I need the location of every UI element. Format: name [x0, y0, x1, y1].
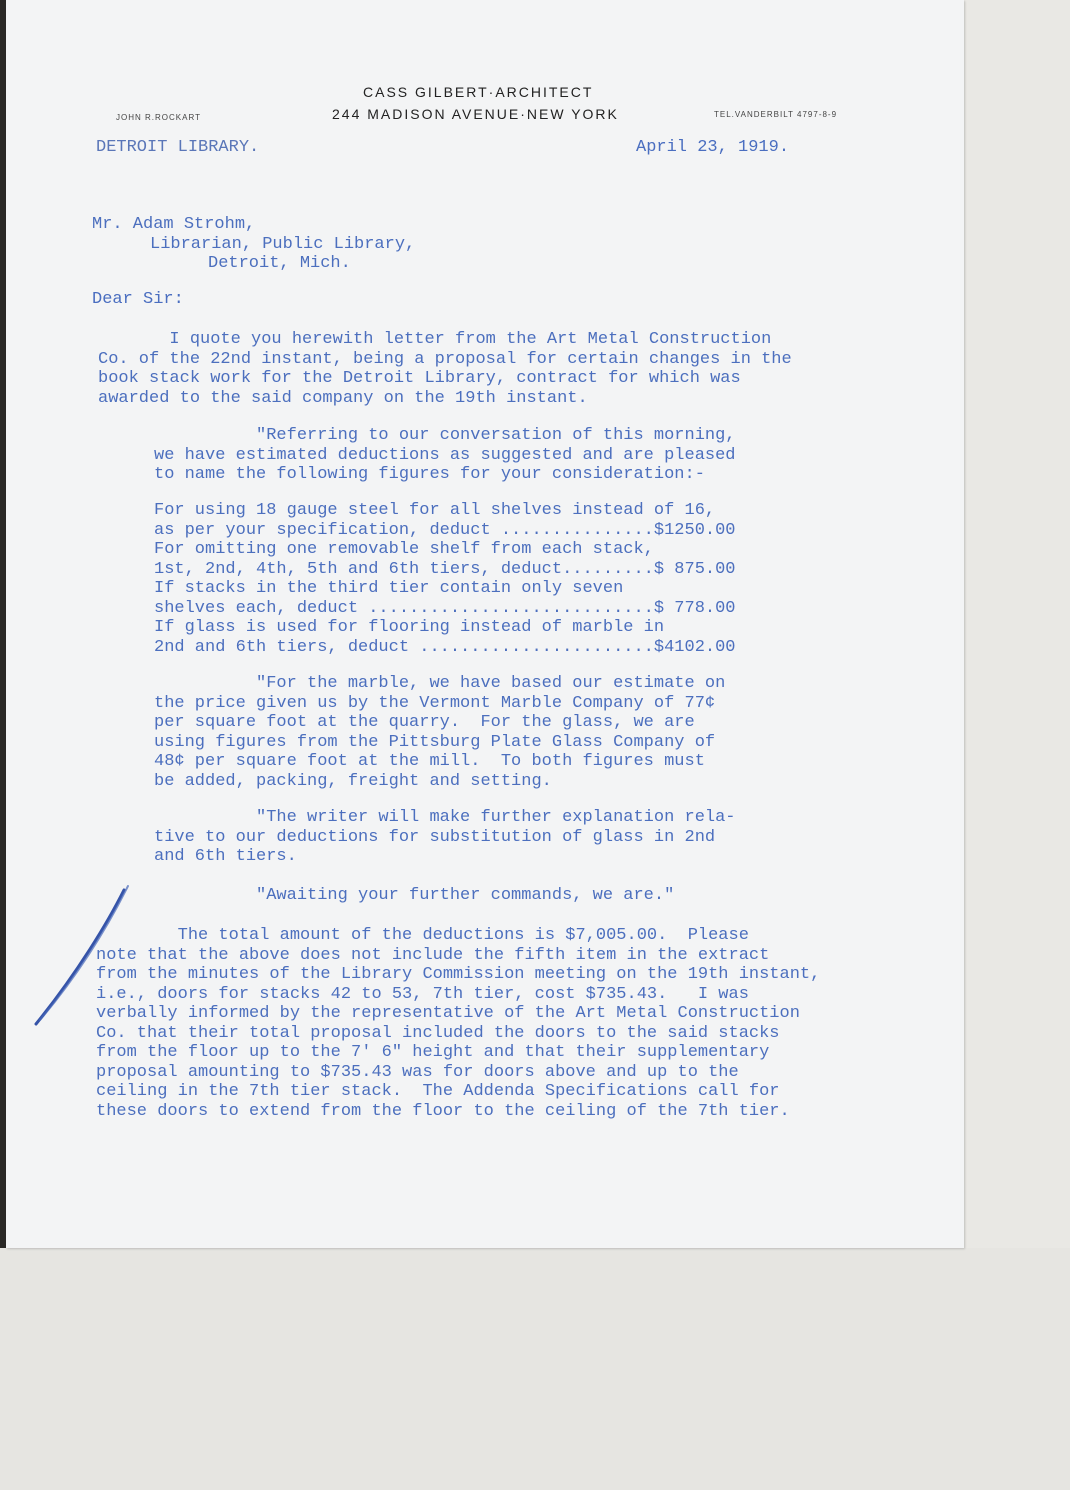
paragraph-line: Co. that their total proposal included the doors to the said stacks — [96, 1023, 780, 1043]
paragraph-line: we have estimated deductions as suggested and are pleased — [154, 445, 736, 465]
deduction-line: For using 18 gauge steel for all shelves instead of 16, — [154, 501, 716, 520]
paragraph-line: tive to our deductions for substitution of glass in 2nd — [154, 827, 716, 847]
salutation: Dear Sir: — [92, 290, 184, 309]
recipient-title: Librarian, Public Library, — [150, 234, 416, 254]
paragraph-line: ceiling in the 7th tier stack. The Addenda Specifications call for — [96, 1082, 780, 1101]
paragraph-line: "For the marble, we have based our estimate on — [154, 674, 726, 693]
paragraph-line: awarded to the said company on the 19th instant. — [98, 388, 588, 408]
letter-date: April 23, 1919. — [636, 138, 790, 157]
paragraph-line: to name the following figures for your consideration:- — [154, 465, 705, 484]
recipient-block — [92, 215, 415, 274]
paragraph-line: using figures from the Pittsburg Plate Glass Company of — [154, 732, 716, 752]
quote-paragraph-1 — [154, 426, 736, 485]
blue-pencil-mark-icon — [28, 882, 138, 1032]
letterhead-address: 244 MADISON AVENUE·NEW YORK — [332, 106, 619, 122]
deduction-line: as per your specification, deduct ...............$1250.00 — [154, 520, 736, 540]
paragraph-line: these doors to extend from the floor to the ceiling of the 7th tier. — [96, 1101, 790, 1121]
deduction-line: 1st, 2nd, 4th, 5th and 6th tiers, deduct.........$ 875.00 — [154, 559, 736, 579]
letterhead-associate: JOHN R.ROCKART — [116, 113, 201, 122]
paragraph-line: "Awaiting your further commands, we are." — [154, 886, 675, 905]
paragraph-line: "Referring to our conversation of this morning, — [154, 426, 736, 445]
quote-closing — [154, 886, 674, 906]
paragraph-line: verbally informed by the representative of the Art Metal Construction — [96, 1004, 800, 1023]
paragraph-line: Co. of the 22nd instant, being a proposal for certain changes in the — [98, 349, 792, 369]
deductions-list — [154, 501, 736, 657]
recipient-name: Mr. Adam Strohm, — [92, 215, 256, 234]
intro-paragraph — [98, 330, 792, 408]
letter-page — [6, 0, 964, 1248]
quote-paragraph-3 — [154, 808, 736, 867]
reference-line: DETROIT LIBRARY. — [96, 138, 260, 157]
recipient-city: Detroit, Mich. — [208, 254, 351, 273]
deduction-line: For omitting one removable shelf from each stack, — [154, 540, 654, 559]
paragraph-line: and 6th tiers. — [154, 847, 297, 866]
deduction-line: 2nd and 6th tiers, deduct .......................$4102.00 — [154, 637, 736, 657]
deduction-line: If stacks in the third tier contain only seven — [154, 579, 624, 598]
paragraph-line: the price given us by the Vermont Marble Company of 77¢ — [154, 693, 716, 713]
paragraph-line: 48¢ per square foot at the mill. To both figures must — [154, 752, 705, 771]
paragraph-line: proposal amounting to $735.43 was for doors above and up to the — [96, 1062, 739, 1082]
paragraph-line: from the minutes of the Library Commission meeting on the 19th instant, — [96, 965, 821, 984]
deduction-line: If glass is used for flooring instead of marble in — [154, 618, 665, 637]
deduction-line: shelves each, deduct ............................$ 778.00 — [154, 598, 736, 618]
paragraph-line: be added, packing, freight and setting. — [154, 771, 552, 791]
closing-paragraph — [96, 926, 820, 1121]
quote-paragraph-2 — [154, 674, 725, 791]
paragraph-line: note that the above does not include the fifth item in the extract — [96, 945, 770, 965]
paragraph-line: per square foot at the quarry. For the glass, we are — [154, 713, 695, 732]
letterhead-telephone: TEL.VANDERBILT 4797-8-9 — [714, 110, 838, 119]
paragraph-line: from the floor up to the 7' 6" height and that their supplementary — [96, 1043, 770, 1062]
paragraph-line: I quote you herewith letter from the Art Metal Construction — [98, 330, 772, 349]
paragraph-line: i.e., doors for stacks 42 to 53, 7th tier, cost $735.43. I was — [96, 984, 749, 1004]
letterhead-firm-name: CASS GILBERT·ARCHITECT — [363, 84, 594, 100]
paragraph-line: book stack work for the Detroit Library, contract for which was — [98, 369, 741, 388]
backing-board — [0, 1248, 1070, 1490]
paragraph-line: The total amount of the deductions is $7,005.00. Please — [96, 926, 749, 945]
paragraph-line: "The writer will make further explanation rela- — [154, 808, 736, 827]
